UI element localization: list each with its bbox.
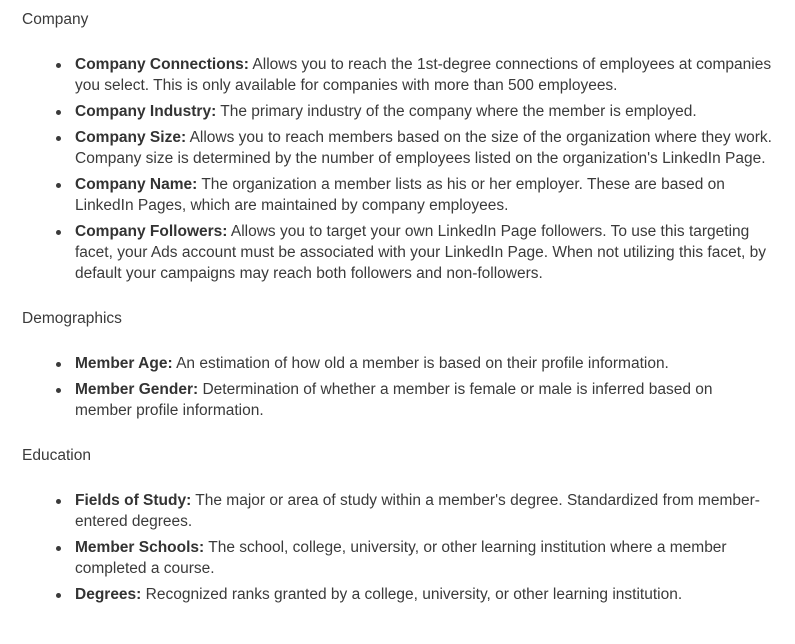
- facet-list: [22, 353, 773, 421]
- bullet-icon: [56, 136, 61, 141]
- bullet-icon: [56, 230, 61, 235]
- facet-term: Member Age:: [75, 355, 173, 372]
- bullet-icon: [56, 593, 61, 598]
- bullet-icon: [56, 63, 61, 68]
- list-item: [22, 537, 773, 579]
- list-item: [22, 353, 773, 374]
- section-heading: Company: [22, 11, 89, 28]
- section-education: [22, 445, 773, 605]
- facet-term: Member Gender:: [75, 381, 199, 398]
- list-item: [22, 379, 773, 421]
- facet-term: Company Followers:: [75, 223, 228, 240]
- facet-term: Company Name:: [75, 176, 198, 193]
- list-item: [22, 174, 773, 216]
- bullet-icon: [56, 110, 61, 115]
- list-item: [22, 584, 773, 605]
- facet-term: Member Schools:: [75, 539, 205, 556]
- facet-description: Allows you to target your own LinkedIn Page followers. To use this targeting facet, your Ads account must be associated with your LinkedIn Page. When not utilizing this facet, by default your campaigns may reach both followers and non-followers.: [75, 223, 766, 282]
- facet-term: Company Industry:: [75, 103, 217, 120]
- bullet-icon: [56, 362, 61, 367]
- section-demographics: [22, 308, 773, 421]
- facet-description: The primary industry of the company where the member is employed.: [220, 103, 697, 120]
- facet-description: Allows you to reach the 1st-degree connections of employees at companies you select. This is only available for companies with more than 500 employees.: [75, 56, 772, 94]
- list-item: [22, 490, 773, 532]
- facet-term: Degrees:: [75, 586, 142, 603]
- facet-description: Recognized ranks granted by a college, university, or other learning institution.: [145, 586, 683, 603]
- facet-list: [22, 54, 773, 284]
- bullet-icon: [56, 388, 61, 393]
- bullet-icon: [56, 183, 61, 188]
- facet-description: An estimation of how old a member is based on their profile information.: [176, 355, 669, 372]
- list-item: [22, 54, 773, 96]
- facet-description: Allows you to reach members based on the size of the organization where they work. Company size is determined by the number of employees listed on the organization's LinkedIn Page.: [75, 129, 772, 167]
- facet-description: The major or area of study within a member's degree. Standardized from member-entered degrees.: [75, 492, 760, 530]
- facet-term: Fields of Study:: [75, 492, 192, 509]
- facet-description: The school, college, university, or other learning institution where a member completed a course.: [75, 539, 727, 577]
- facet-term: Company Size:: [75, 129, 187, 146]
- facet-description: Determination of whether a member is female or male is inferred based on member profile information.: [75, 381, 713, 419]
- list-item: [22, 101, 773, 122]
- facet-term: Company Connections:: [75, 56, 249, 73]
- facet-list: [22, 490, 773, 605]
- section-heading: Education: [22, 447, 91, 464]
- bullet-icon: [56, 546, 61, 551]
- list-item: [22, 221, 773, 284]
- facet-description: The organization a member lists as his or her employer. These are based on LinkedIn Pages, which are maintained by company employees.: [75, 176, 725, 214]
- section-company: [22, 9, 773, 284]
- bullet-icon: [56, 499, 61, 504]
- list-item: [22, 127, 773, 169]
- section-heading: Demographics: [22, 310, 122, 327]
